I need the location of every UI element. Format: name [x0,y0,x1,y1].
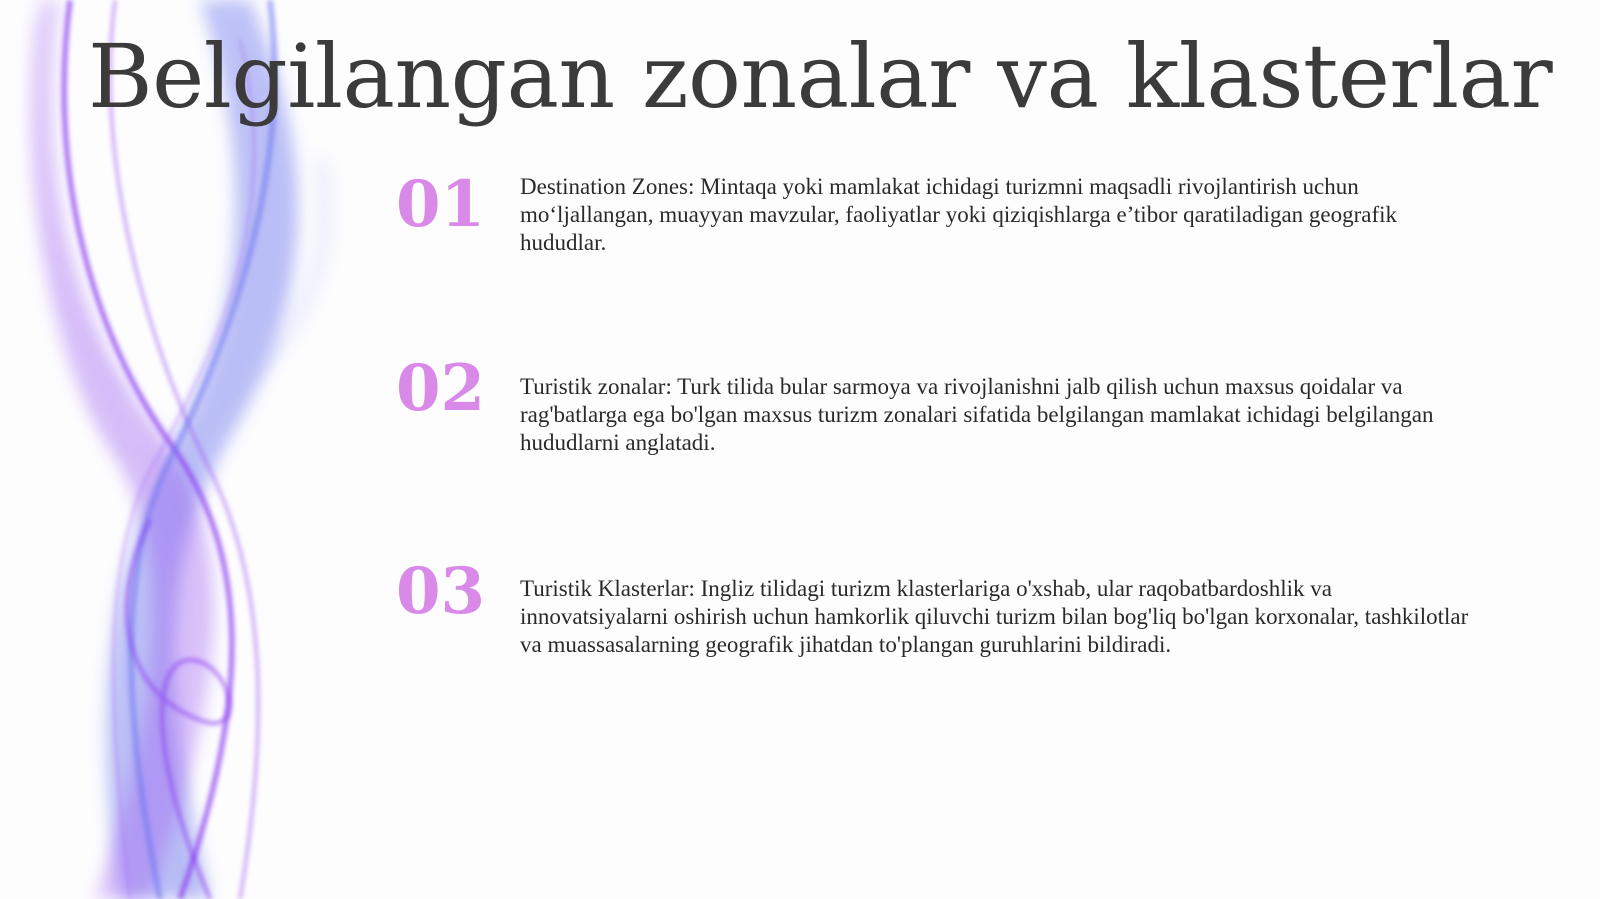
smoke-decoration [0,0,420,899]
slide-title: Belgilangan zonalar va klasterlar [88,25,1553,128]
item-text: Turistik zonalar: Turk tilida bular sarmoya va rivojlanishni jalb qilish uchun maxsus qoidalar va rag'batlarga ega bo'lgan maxsus turizm zonalari sifatida belgilangan mamlakat ichidagi belgilangan hududlarni anglatadi. [520,374,1434,455]
item-text: Turistik Klasterlar: Ingliz tilidagi turizm klasterlariga o'xshab, ular raqobatbardoshlik va innovatsiyalarni oshirish uchun hamkorlik qiluvchi turizm bilan bog'liq bo'lgan korxonalar, tashkilotlar va muassasalarning geografik jihatdan to'plangan guruhlarini bildiradi. [520,576,1469,657]
item-number: 02 [396,351,486,426]
item-number: 01 [396,167,486,242]
item-text: Destination Zones: Mintaqa yoki mamlakat ichidagi turizmni maqsadli rivojlantirish uchun mo‘ljallangan, muayyan mavzular, faoliyatlar yoki qiziqishlarga e’tibor qaratiladigan geografik hududlar. [520,174,1398,255]
item-number: 03 [396,554,486,629]
